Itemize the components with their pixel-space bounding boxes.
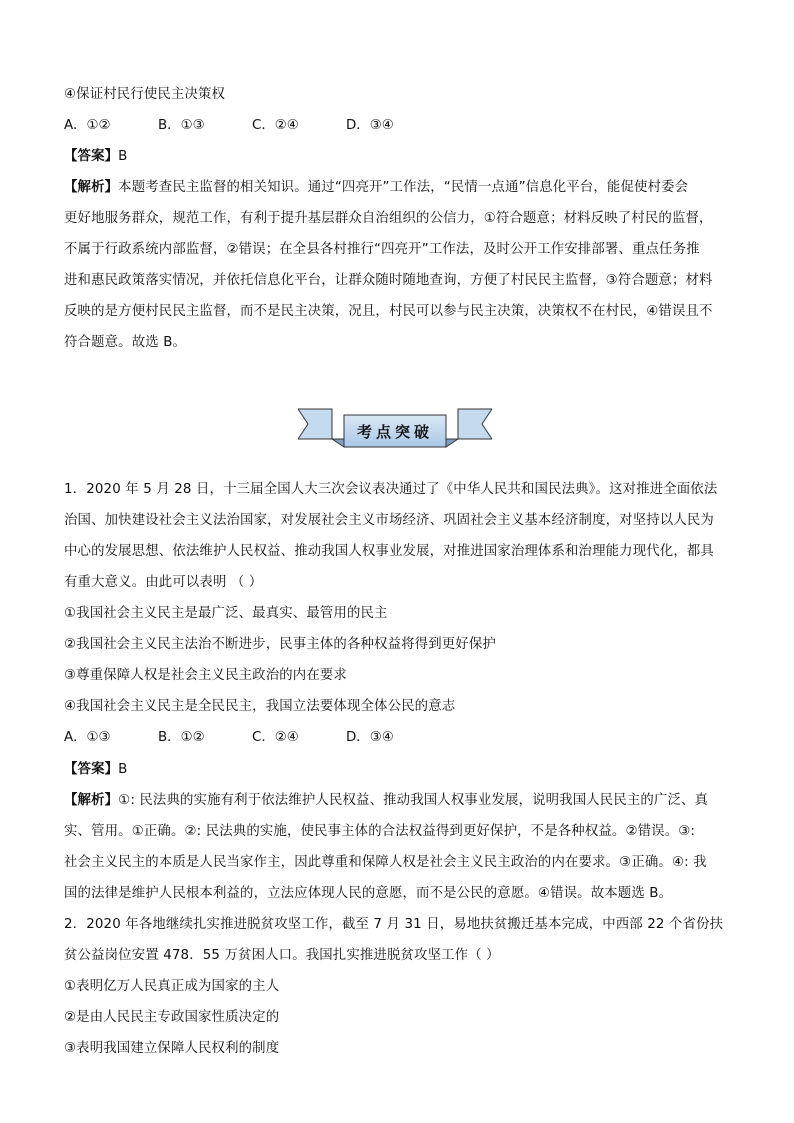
choice-d: D．③④ <box>346 730 394 745</box>
option-item: ②我国社会主义民主法治不断进步，民事主体的各种权益将得到更好保护 <box>64 637 496 652</box>
analysis-line: 国的法律是维护人民根本利益的，立法应体现人民的意愿，而不是公民的意愿。④错误。故本题选 B。 <box>64 886 673 901</box>
analysis-label: 【解析】 <box>64 793 119 808</box>
choice-b: B．①③ <box>158 118 205 133</box>
analysis-line: 不属于行政系统内部监督，②错误；在全县各村推行“四亮开”工作法，及时公开工作安排部署、重点任务推 <box>64 242 700 257</box>
option-item: ④保证村民行使民主决策权 <box>64 87 226 102</box>
question-stem: 贫公益岗位安置 478．55 万贫困人口。我国扎实推进脱贫攻坚工作（ ） <box>64 948 500 963</box>
analysis-line: 社会主义民主的本质是人民当家作主，因此尊重和保障人权是社会主义民主政治的内在要求。③正确。④: 我 <box>64 855 707 870</box>
question-stem: 有重大意义。由此可以表明 （ ） <box>64 575 263 590</box>
question-stem: 治国、加快建设社会主义法治国家，对发展社会主义市场经济、巩固社会主义基本经济制度，对坚持以人民为 <box>64 513 714 528</box>
answer-label: 【答案】 <box>64 762 119 777</box>
analysis-line <box>64 181 688 194</box>
question-stem: 中心的发展思想、依法维护人民权益、推动我国人权事业发展，对推进国家治理体系和治理能力现代化，都具 <box>64 544 714 559</box>
analysis-line: 反映的是方便村民民主监督，而不是民主决策，况且，村民可以参与民主决策，决策权不在村民，④错误且不 <box>64 304 713 319</box>
analysis-label: 【解析】 <box>64 180 119 195</box>
choice-b: B．①② <box>158 730 205 745</box>
option-item: ②是由人民民主专政国家性质决定的 <box>64 1010 280 1025</box>
answer-value: B <box>118 762 128 777</box>
option-item: ①表明亿万人民真正成为国家的主人 <box>64 979 280 994</box>
option-item: ④我国社会主义民主是全民民主，我国立法要体现全体公民的意志 <box>64 699 456 714</box>
option-item: ③表明我国建立保障人民权利的制度 <box>64 1041 280 1056</box>
answer-label: 【答案】 <box>64 149 119 164</box>
choice-c: C．②④ <box>252 730 299 745</box>
analysis-text: 本题考查民主监督的相关知识。通过“四亮开”工作法，“民情一点通”信息化平台，能促使村委会 <box>118 180 689 195</box>
question-stem: 2．2020 年各地继续扎实推进脱贫攻坚工作，截至 7 月 31 日，易地扶贫搬迁基本完成，中西部 22 个省份扶 <box>64 917 724 932</box>
choice-a: A．①② <box>64 118 111 133</box>
section-banner <box>298 406 492 448</box>
choice-a: A．①③ <box>64 730 111 745</box>
option-item: ①我国社会主义民主是最广泛、最真实、最管用的民主 <box>64 606 388 621</box>
option-item: ③尊重保障人权是社会主义民主政治的内在要求 <box>64 668 347 683</box>
choice-d: D．③④ <box>346 118 394 133</box>
choice-c: C．②④ <box>252 118 299 133</box>
analysis-line: 符合题意。故选 B。 <box>64 335 187 350</box>
analysis-line <box>64 794 708 807</box>
analysis-line: 进和惠民政策落实情况，并依托信息化平台，让群众随时随地查询，方便了村民民主监督，③符合题意；材料 <box>64 273 713 288</box>
banner-title: 考点突破 <box>356 423 434 441</box>
question-stem: 1．2020 年 5 月 28 日，十三届全国人大三次会议表决通过了《中华人民共和国民法典》。这对推进全面依法 <box>64 482 718 497</box>
analysis-text: ①: 民法典的实施有利于依法维护人民权益、推动我国人权事业发展，说明我国人民民主的广泛、真 <box>118 793 709 808</box>
answer-line <box>64 150 128 163</box>
analysis-line: 实、管用。①正确。②: 民法典的实施，使民事主体的合法权益得到更好保护，不是各种权益。②错误。③: <box>64 824 696 839</box>
answer-line <box>64 763 128 776</box>
answer-value: B <box>118 149 128 164</box>
ribbon-icon <box>298 406 492 448</box>
analysis-line: 更好地服务群众，规范工作，有利于提升基层群众自治组织的公信力，①符合题意；材料反映了村民的监督， <box>64 211 713 226</box>
